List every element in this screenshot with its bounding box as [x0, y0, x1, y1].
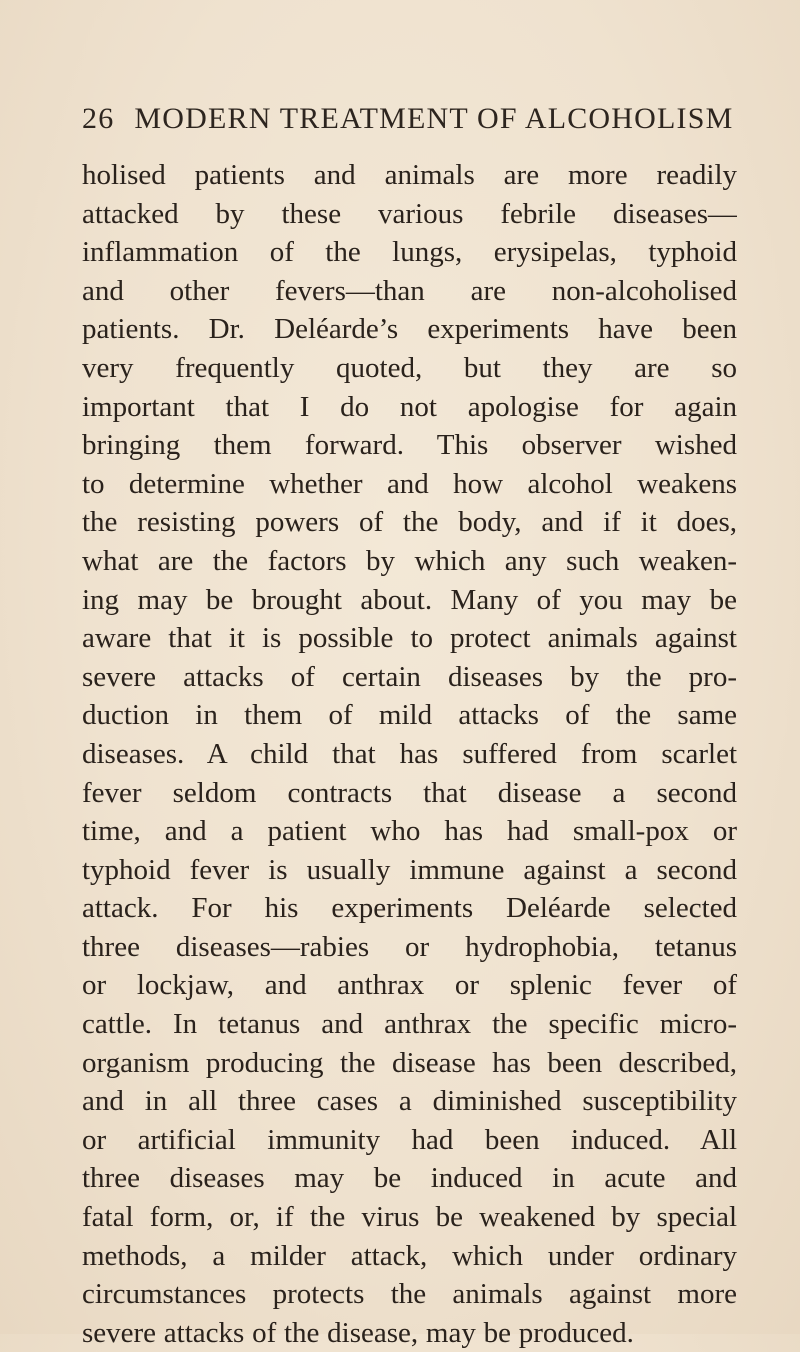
text-line: to determine whether and how alcohol weakens — [82, 467, 737, 500]
text-line: severe attacks of the disease, may be produced. — [82, 1316, 634, 1349]
text-line: cattle. In tetanus and anthrax the specific micro- — [82, 1008, 737, 1041]
text-line: duction in them of mild attacks of the same — [82, 699, 737, 732]
text-line: time, and a patient who has had small-pox or — [82, 815, 737, 848]
text-line: holised patients and animals are more readily — [82, 159, 737, 191]
body-paragraph — [82, 156, 737, 1352]
text-line: what are the factors by which any such weaken- — [82, 544, 737, 577]
text-line: typhoid fever is usually immune against a second — [82, 853, 737, 886]
text-line: organism producing the disease has been described, — [82, 1046, 737, 1079]
text-line: fatal form, or, if the virus be weakened by special — [82, 1201, 737, 1234]
text-line: bringing them forward. This observer wished — [82, 429, 737, 462]
page-number: 26 — [82, 102, 115, 135]
book-page — [82, 102, 737, 1352]
text-line: patients. Dr. Deléarde’s experiments have been — [82, 313, 737, 346]
text-line: and other fevers—than are non-alcoholised — [82, 274, 737, 307]
running-head — [82, 102, 737, 146]
text-line: and in all three cases a diminished susceptibility — [82, 1085, 737, 1118]
text-line: important that I do not apologise for again — [82, 390, 737, 423]
text-line: three diseases may be induced in acute and — [82, 1162, 737, 1195]
text-line: ing may be brought about. Many of you may be — [82, 583, 737, 616]
running-title: MODERN TREATMENT OF ALCOHOLISM — [134, 102, 734, 135]
text-line: very frequently quoted, but they are so — [82, 351, 737, 384]
text-line: the resisting powers of the body, and if it does, — [82, 506, 737, 539]
text-line: attack. For his experiments Deléarde selected — [82, 892, 737, 925]
text-line: circumstances protects the animals against more — [82, 1278, 737, 1311]
text-line: methods, a milder attack, which under ordinary — [82, 1239, 737, 1272]
text-line: severe attacks of certain diseases by the pro- — [82, 660, 737, 693]
text-line: aware that it is possible to protect animals against — [82, 622, 737, 655]
text-line: or lockjaw, and anthrax or splenic fever of — [82, 969, 737, 1002]
text-line: or artificial immunity had been induced. All — [82, 1123, 737, 1156]
text-line: attacked by these various febrile diseases— — [82, 197, 737, 230]
text-line: fever seldom contracts that disease a second — [82, 776, 737, 809]
text-line: diseases. A child that has suffered from scarlet — [82, 737, 737, 770]
text-line: three diseases—rabies or hydrophobia, tetanus — [82, 930, 737, 963]
text-line: inflammation of the lungs, erysipelas, typhoid — [82, 236, 737, 269]
